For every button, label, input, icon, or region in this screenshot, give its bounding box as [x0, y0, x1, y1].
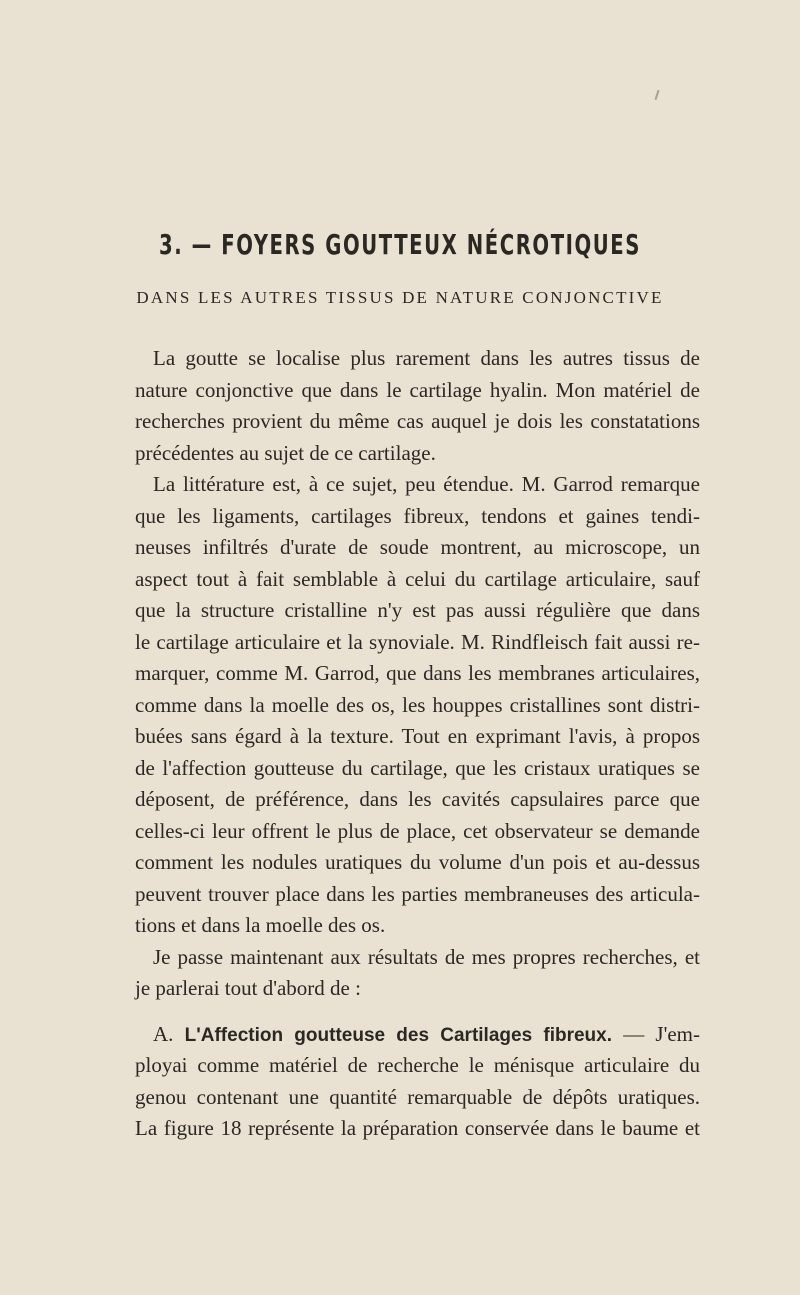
text-line: que la structure cristalline n'y est pas aussi régulière que dans [135, 598, 700, 622]
text-line: aspect tout à fait semblable à celui du cartilage articulaire, sauf [135, 566, 700, 591]
section-a-first-line [135, 1019, 700, 1051]
text-line: comment les nodules uratiques du volume d'un pois et au-dessus [135, 850, 700, 874]
text-line: marquer, comme M. Garrod, que dans les membranes articulaires, [135, 661, 700, 685]
text-line: peuvent trouver place dans les parties membraneuses des articula- [135, 881, 700, 906]
text-line: La littérature est, à ce sujet, peu étendue. M. Garrod remarque [153, 472, 700, 496]
stray-ink-mark [655, 90, 660, 100]
text-line: Je passe maintenant aux résultats de mes propres recherches, et [153, 944, 700, 969]
text-line: ployai comme matériel de recherche le ménisque articulaire du [135, 1053, 700, 1077]
section-a-title: L'Affection goutteuse des Cartilages fibreux. [184, 1024, 612, 1046]
section-a [135, 1019, 700, 1145]
text-line: le cartilage articulaire et la synoviale. M. Rindfleisch fait aussi re- [135, 629, 700, 654]
text-line: buées sans égard à la texture. Tout en exprimant l'avis, à propos [135, 724, 700, 748]
text-line: comme dans la moelle des os, les houppes cristallines sont distri- [135, 692, 700, 717]
text-line: de l'affection goutteuse du cartilage, que les cristaux uratiques se [135, 755, 700, 780]
text-line: genou contenant une quantité remarquable de dépôts uratiques. [135, 1084, 700, 1109]
section-subheading: DANS LES AUTRES TISSUS DE NATURE CONJONCTIVE [136, 288, 664, 307]
text-line: celles-ci leur offrent le plus de place, cet observateur se demande [135, 818, 700, 843]
paragraph-3 [135, 942, 700, 1005]
paragraph-2 [135, 469, 700, 942]
text-line: que les ligaments, cartilages fibreux, tendons et gaines tendi- [135, 503, 700, 528]
body-text [135, 343, 700, 1145]
section-heading: 3. — FOYERS GOUTTEUX NÉCROTIQUES [158, 228, 642, 261]
text-line: nature conjonctive que dans le cartilage hyalin. Mon matériel de [135, 377, 700, 402]
text-line: recherches provient du même cas auquel je dois les constatations [135, 409, 700, 433]
text-line: tions et dans la moelle des os. [135, 913, 386, 937]
paragraph-1 [135, 343, 700, 469]
text-line: précédentes au sujet de ce cartilage. [135, 440, 436, 465]
section-a-label: A. [153, 1021, 174, 1046]
text-line: La goutte se localise plus rarement dans les autres tissus de [153, 346, 700, 370]
text-line: déposent, de préférence, dans les cavités capsulaires parce que [135, 787, 700, 811]
text-line: neuses infiltrés d'urate de soude montrent, au microscope, un [135, 535, 700, 559]
text-line: La figure 18 représente la préparation conservée dans le baume et [135, 1116, 700, 1140]
section-a-first-line-rest: — J'em- [623, 1021, 701, 1046]
text-line: je parlerai tout d'abord de : [135, 976, 361, 1000]
